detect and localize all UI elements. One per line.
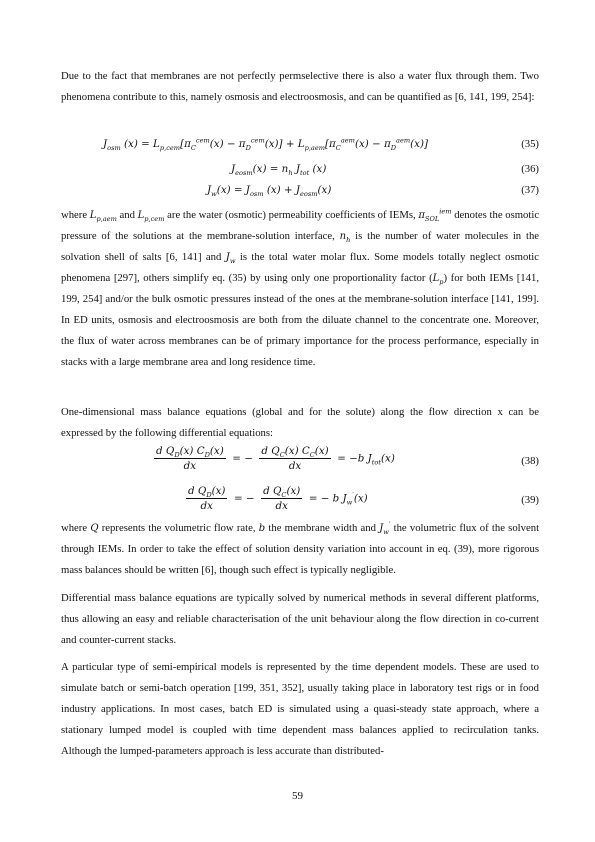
equation-37-number: (37): [521, 184, 539, 196]
equation-36: [61, 163, 539, 183]
p2-text-3: are the water (osmotic) permeability coefficients of IEMs,: [167, 209, 416, 221]
p2-text-5: is the number of water molecules in the solvation shell of salts [6, 141] and: [61, 230, 540, 263]
p5-text-2: represents the volumetric flow rate,: [101, 522, 256, 534]
paragraph-flow-rate: [61, 518, 539, 581]
symbol-b: b: [258, 523, 266, 534]
equation-39-expression: $\frac{d Q_D(x)}{dx}$ = − $\frac{d Q_C(x)}{dx}$ = − b $J_w'(x)$: [188, 485, 368, 512]
paragraph-water-flux-intro: Due to the fact that membranes are not perfectly permselective there is also a water flux through them. Two phenomena contribute to this, namely osmosis and electroosmosis, and can be quantified as [6, 141, 199, 254]:: [61, 70, 539, 103]
equation-36-expression: $J_{eosm}(x) = n_h$ $J_{tot}$ (x): [231, 163, 327, 178]
p5-text-3: the membrane width and: [268, 522, 376, 534]
paragraph-mass-balance-intro: [61, 402, 539, 444]
p2-text-1: where: [61, 209, 88, 221]
symbol-pi-sol: $\pi_{SOL}^{iem}$: [418, 207, 452, 223]
symbol-lp: $L_p$: [432, 273, 444, 286]
symbol-q: Q: [90, 523, 99, 534]
equation-35-expression: $J_{osm}$ $(x) = L_{p,cem}[\pi_C^{cem}(x) - \pi_D^{cem}(x)] + L_{p,aem}[\pi_C^{aem}(x) - \pi_D^{aem}(x)]$: [103, 136, 428, 153]
paragraph-permeability: [61, 205, 539, 373]
paragraph-numerical-methods: Differential mass balance equations are typically solved by numerical methods in several different platforms, thus allowing an easy and reliable characterisation of the unit behaviour along the flow direction in co-current and counter-current stacks.: [61, 592, 539, 646]
page-number: 59: [292, 790, 303, 802]
equation-39-number: (39): [521, 494, 539, 506]
equation-37-expression: $J_w(x) = J_{osm}$ $(x) + J_{eosm}(x)$: [207, 184, 332, 199]
symbol-lp-aem: $L_{p,aem}$: [89, 210, 117, 223]
p2-text-2: and: [119, 209, 135, 221]
equation-38-expression: $\frac{d Q_D(x) C_D(x)}{dx}$ = − $\frac{d Q_C(x) C_C(x)}{dx}$ = −b $J_{tot}(x)$: [156, 445, 395, 472]
equation-35-number: (35): [521, 138, 539, 150]
paragraph-time-dependent-models: A particular type of semi-empirical models is represented by the time dependent models. These are used to simulate batch or semi-batch operation [199, 351, 352], usually taking place in laboratory test rigs or in food industry applications. In most cases, batch ED is simulated using a quasi-steady state approach, where a stationary lumped model is coupled with time dependent mass balances applied to recirculation tanks. Although the lumped-parameters approach is less accurate than distributed-: [61, 661, 539, 757]
symbol-lp-cem: $L_{p,cem}$: [137, 210, 165, 223]
p2-text-4: denotes the osmotic pressure of the solutions at the membrane-solution interface,: [61, 209, 540, 242]
p4-text: One-dimensional mass balance equations (global and for the solute) along the flow direction x can be expressed by the following differential equations:: [61, 406, 539, 439]
p5-text-1: where: [61, 522, 88, 534]
equation-38-number: (38): [521, 455, 539, 467]
equation-38: [61, 445, 539, 487]
equation-37: [61, 184, 539, 204]
p5-text-4: the volumetric flux of the solvent through IEMs. In order to take the effect of solution density variation into account in eq. (39), more rigorous mass balances should be written [6], though such effect is typically negligible.: [61, 522, 540, 576]
symbol-jw-prime: $J_w'$: [379, 520, 391, 536]
symbol-nh: $n_h$: [339, 231, 351, 244]
equation-36-number: (36): [521, 163, 539, 175]
p2-text-7: ) for both IEMs [141, 199, 254] and/or the bulk osmotic pressures instead of the ones at the membrane-solution interface [141, 199]. In ED units, osmosis and electroosmosis are both from the diluate channel to the concentrate one. Moreover, the flux of water across membranes can be of primary importance for the process performance, especially in stacks with a large membrane area and long residence time.: [61, 272, 539, 368]
equation-35: [61, 138, 539, 158]
p2-text-6: is the total water molar flux. Some models totally neglect osmotic phenomena [297], others simplify eq. (35) by using only one proportionality factor (: [61, 251, 540, 284]
symbol-jw: $J_w$: [225, 252, 236, 265]
